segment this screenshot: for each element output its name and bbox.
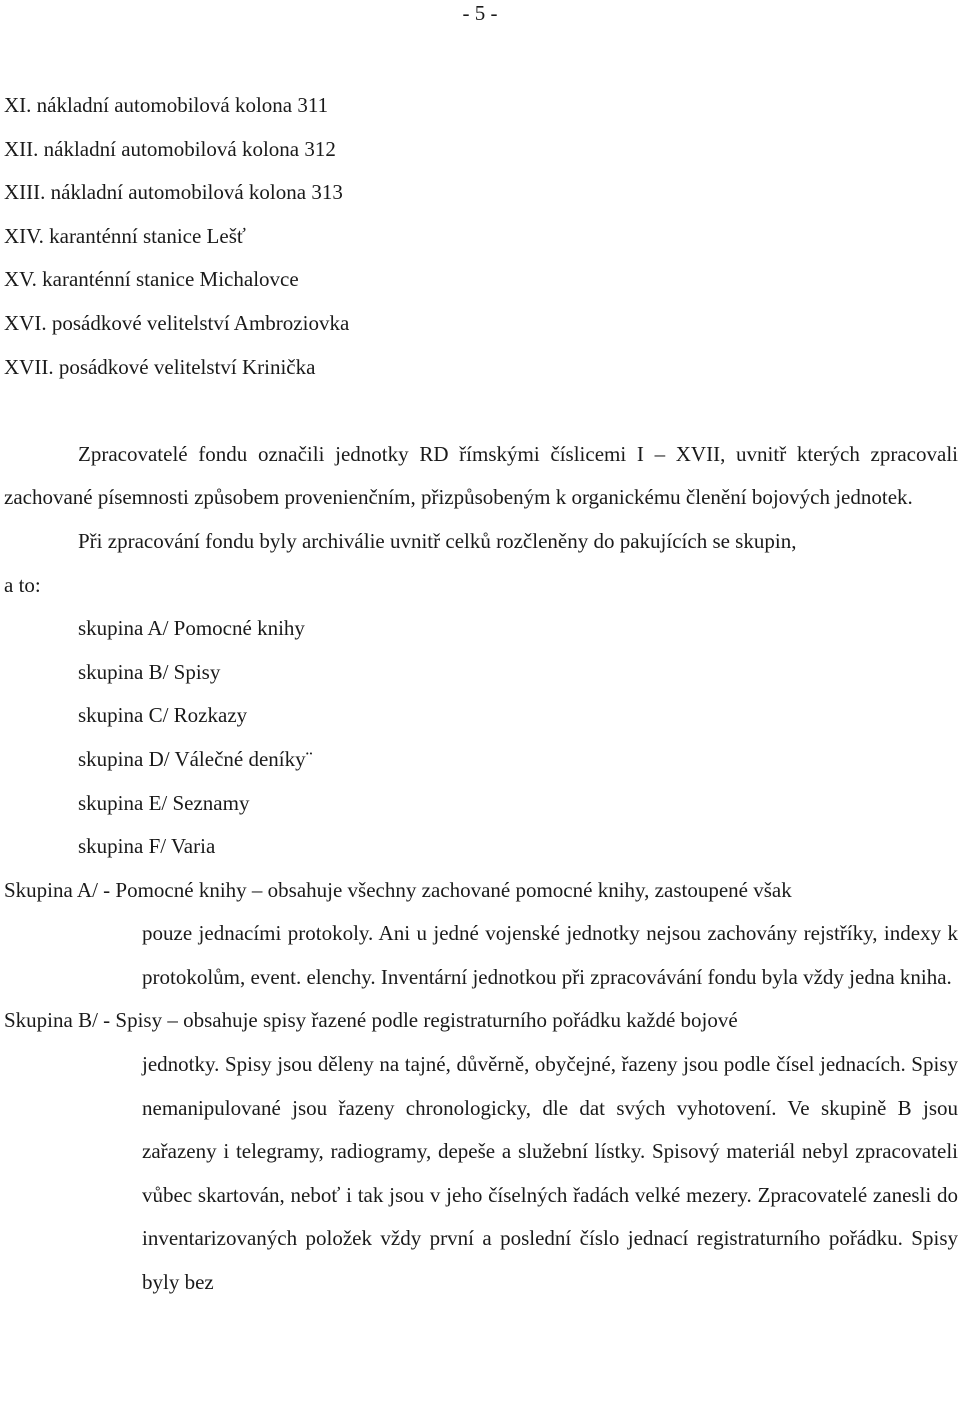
group-b-lead: Skupina B/ - Spisy – obsahuje spisy řazené podle registraturního pořádku každé bojové [4,1008,738,1033]
group-item: skupina F/ Varia [78,834,216,859]
group-item: skupina D/ Válečné deníky¨ [78,746,313,771]
group-item: skupina A/ Pomocné knihy [78,616,305,641]
groups-list [4,607,958,869]
group-a-description [4,869,958,1000]
group-item: skupina B/ Spisy [78,659,221,684]
group-b-description [4,999,958,1304]
unit-item: XIV. karanténní stanice Lešť [4,223,246,248]
groups-intro-tail: a to: [4,572,41,597]
unit-item: XII. nákladní automobilová kolona 312 [4,136,336,161]
group-item: skupina C/ Rozkazy [78,703,248,728]
document-body [4,84,958,1305]
groups-intro-paragraph: Při zpracování fondu byly archiválie uvnitř celků rozčleněny do pakujících se skupin, [78,528,797,553]
unit-item: XVI. posádkové velitelství Ambroziovka [4,310,350,335]
unit-item: XIII. nákladní automobilová kolona 313 [4,180,343,205]
unit-item: XVII. posádkové velitelství Krinička [4,354,316,379]
group-b-body: jednotky. Spisy jsou děleny na tajné, důvěrně, obyčejné, řazeny jsou podle čísel jednacích. Spisy nemanipulované jsou řazeny chronologicky, dle dat svých vyhotovení. Ve skupině B jsou zařazeny i telegramy, radiogramy, depeše a služební lístky. Spisový materiál nebyl zpracovateli vůbec skartován, neboť i tak jsou v jeho číselných řadách velké mezery. Zpracovatelé zanesli do inventarizovaných položek vždy první a poslední číslo jednací registraturního pořádku. Spisy byly bez [142,1052,958,1295]
unit-item: XI. nákladní automobilová kolona 311 [4,93,329,117]
group-a-body: pouze jednacími protokoly. Ani u jedné vojenské jednotky nejsou zachovány rejstříky, indexy k protokolům, event. elenchy. Inventární jednotkou při zpracovávání fondu byla vždy jedna kniha. [142,921,958,989]
group-a-lead: Skupina A/ - Pomocné knihy – obsahuje všechny zachované pomocné knihy, zastoupené však [4,877,792,902]
intro-paragraph: Zpracovatelé fondu označili jednotky RD římskými číslicemi I – XVII, uvnitř kterých zpracovali zachované písemnosti způsobem provenienčním, přizpůsobeným k organickému členění bojových jednotek. [4,441,958,510]
group-item: skupina E/ Seznamy [78,790,250,815]
units-list [4,84,958,389]
page-number: - 5 - [462,1,498,25]
unit-item: XV. karanténní stanice Michalovce [4,267,299,292]
